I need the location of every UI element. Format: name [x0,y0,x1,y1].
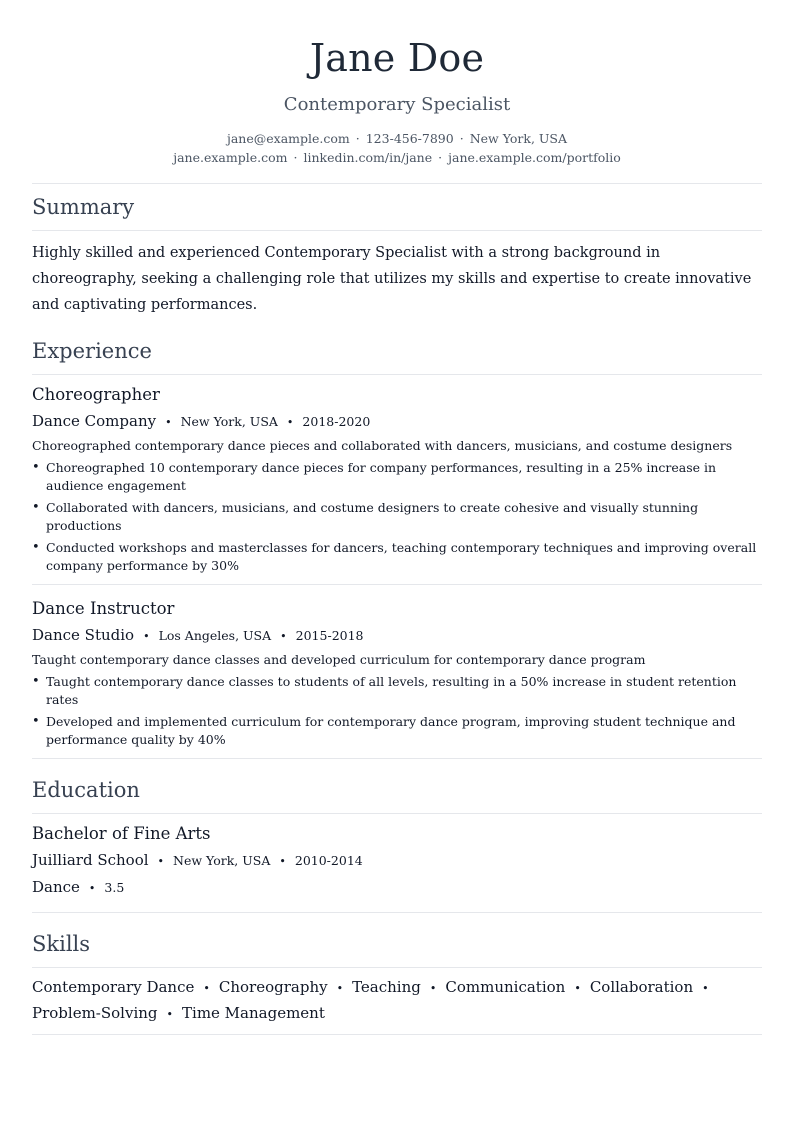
education-section [32,767,762,913]
skills-list [32,968,762,1034]
skill-item: Problem-Solving [32,1004,158,1022]
company-name: Dance Company [32,412,157,430]
job-meta [32,625,762,647]
company-name: Dance Studio [32,626,135,644]
job-role: Choreographer [32,385,160,404]
resume-header [32,0,762,167]
entry-divider [32,758,762,759]
candidate-name: Jane Doe [309,36,485,80]
school-location: New York, USA [173,853,271,868]
experience-section [32,328,762,759]
meta-separator: • [279,855,286,868]
skill-item: Collaboration [589,978,694,996]
linkedin-link[interactable]: linkedin.com/in/jane [303,150,433,165]
achievement-item: • Collaborated with dancers, musicians, and costume designers to create cohesive and visually stunning productions [46,499,762,535]
job-location: Los Angeles, USA [158,628,272,643]
education-dates: 2010-2014 [294,853,363,868]
school-name: Juilliard School [32,851,149,869]
entry-divider [32,912,762,913]
section-title-education: Education [32,778,140,802]
contact-separator: · [293,150,298,165]
skill-separator: • [336,982,344,995]
job-meta [32,411,762,433]
meta-separator: • [165,416,172,429]
skills-section [32,921,762,1035]
skill-separator: • [702,982,709,995]
education-field-meta [32,877,762,899]
job-description: Choreographed contemporary dance pieces and collaborated with dancers, musicians, and costume designers [32,438,733,453]
contact-separator: · [438,150,443,165]
meta-separator: • [280,630,287,643]
summary-section [32,184,762,318]
education-meta [32,850,762,872]
section-title-skills: Skills [32,932,91,956]
job-description: Taught contemporary dance classes and developed curriculum for contemporary dance program [32,652,646,667]
skill-separator: • [429,982,437,995]
skill-separator: • [574,982,581,995]
contact-line-2 [32,148,762,167]
meta-separator: • [157,855,165,868]
skill-item: Time Management [182,1004,325,1022]
achievement-item: • Choreographed 10 contemporary dance pieces for company performances, resulting in a 25% increase in audience engagement [46,459,762,495]
candidate-title: Contemporary Specialist [283,94,511,115]
skill-separator: • [166,1008,174,1021]
degree-name: Bachelor of Fine Arts [32,824,211,843]
contact-separator: · [355,131,360,146]
entry-divider [32,584,762,585]
meta-separator: • [143,630,150,643]
job-dates: 2015-2018 [295,628,364,643]
skill-item: Contemporary Dance [32,978,195,996]
location-text: New York, USA [469,131,568,146]
skill-item: Teaching [352,978,421,996]
section-title-experience: Experience [32,339,152,363]
meta-separator: • [286,416,294,429]
field-of-study: Dance [32,878,80,896]
achievement-list [32,673,762,749]
contact-line-1 [32,129,762,148]
achievement-item: • Taught contemporary dance classes to students of all levels, resulting in a 50% increase in student retention rates [46,673,762,709]
summary-text: Highly skilled and experienced Contemporary Specialist with a strong background in choreography, seeking a challenging role that utilizes my skills and expertise to create innovative and captivating performances. [32,245,752,313]
skills-line-1 [32,975,762,1001]
meta-separator: • [88,882,96,895]
contact-info [32,129,762,167]
experience-entry [32,375,762,575]
gpa-value: 3.5 [104,880,125,895]
job-dates: 2018-2020 [302,414,371,429]
contact-separator: · [459,131,464,146]
footer-divider [32,1034,762,1035]
website-link[interactable]: jane.example.com [173,150,288,165]
achievement-list [32,459,762,575]
achievement-item: • Conducted workshops and masterclasses for dancers, teaching contemporary techniques and improving overall company performance by 30% [46,539,762,575]
experience-entry [32,589,762,749]
job-role: Dance Instructor [32,599,175,618]
skill-item: Communication [445,978,566,996]
section-title-summary: Summary [32,195,135,219]
phone-number[interactable]: 123-456-7890 [365,131,454,146]
job-location: New York, USA [180,414,278,429]
email-link[interactable]: jane@example.com [226,131,350,146]
skill-separator: • [203,982,210,995]
portfolio-link[interactable]: jane.example.com/portfolio [448,150,621,165]
skill-item: Choreography [218,978,328,996]
skills-line-2 [32,1001,762,1027]
achievement-item: • Developed and implemented curriculum for contemporary dance program, improving student technique and performance quality by 40% [46,713,762,749]
